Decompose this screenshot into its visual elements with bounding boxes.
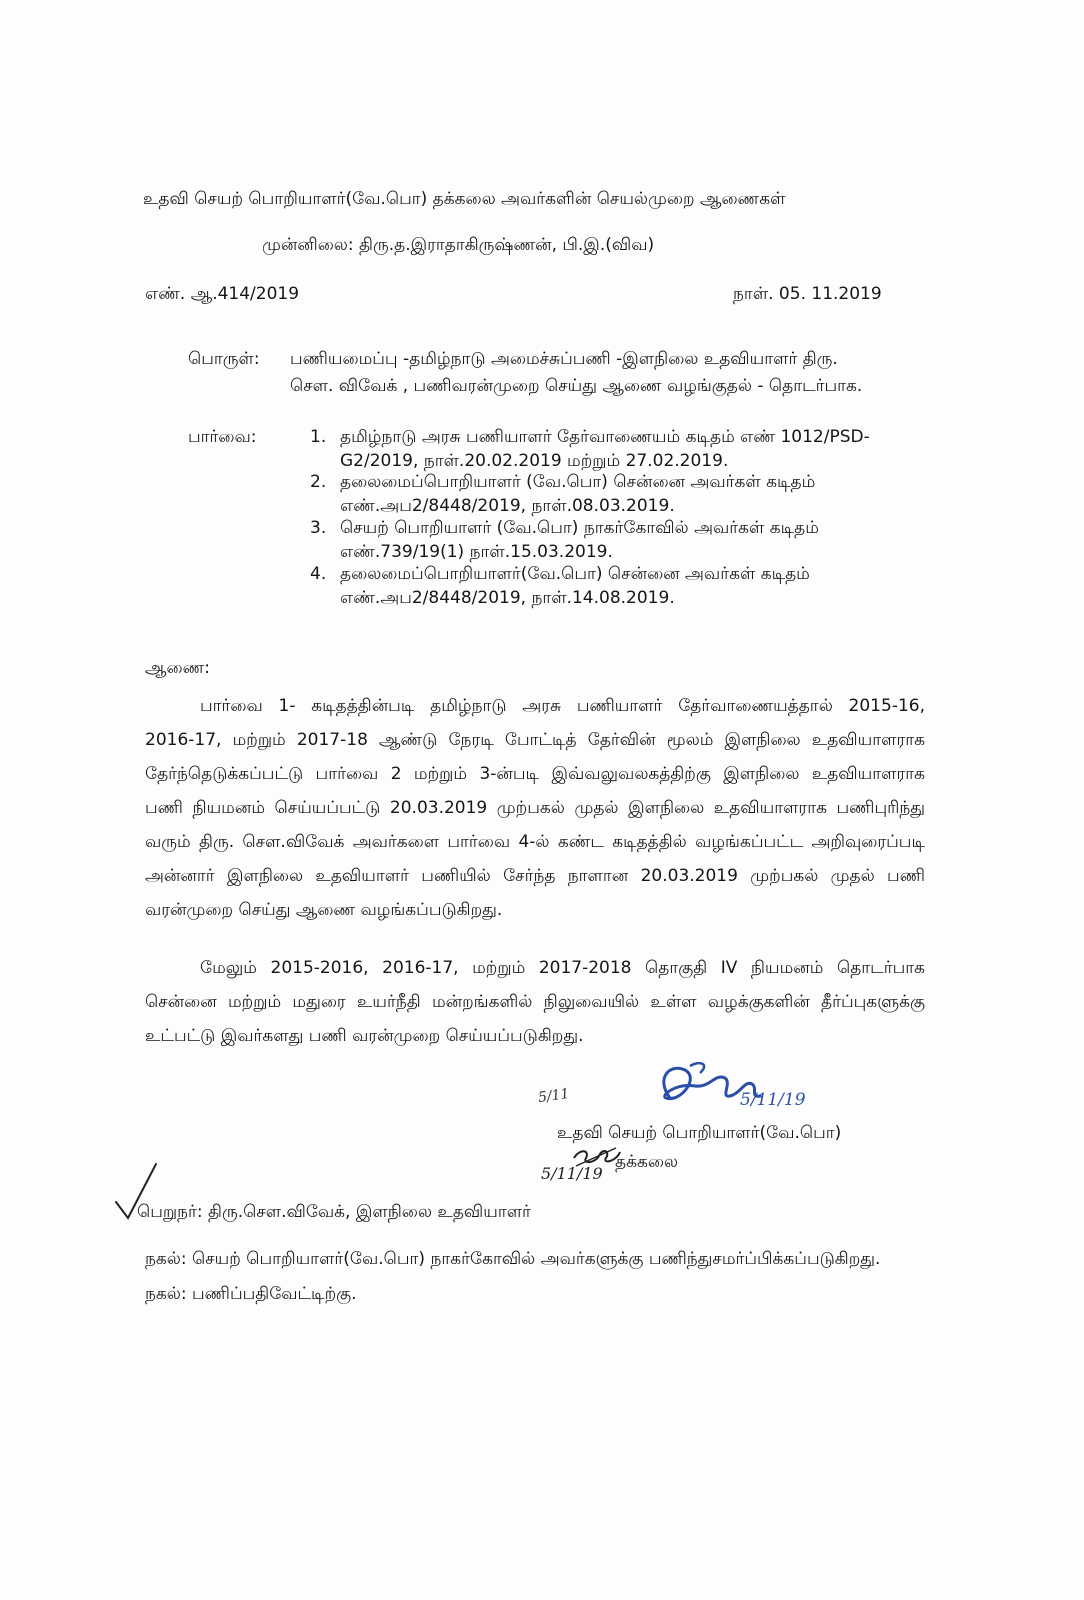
subject-line: பணியமைப்பு -தமிழ்நாடு அமைச்சுப்பணி -இளநிலை உதவியாளர் திரு. [290,349,838,369]
reference-line: எண்.739/19(1) நாள்.15.03.2019. [340,542,613,562]
reference-line: தலைமைப்பொறியாளர்(வே.பொ) சென்னை அவர்கள் கடிதம் [340,564,810,584]
subject-line: செள. விவேக் , பணிவரன்முறை செய்து ஆணை வழங்குதல் - தொடர்பாக. [290,376,863,396]
reference-line: தமிழ்நாடு அரசு பணியாளர் தேர்வாணையம் கடிதம் எண் 1012/PSD- [340,427,870,447]
reference-number-marker: 1. [310,427,327,447]
reference-line: எண்.அப2/8448/2019, நாள்.14.08.2019. [340,588,675,608]
signature-date: 5/11/19 [740,1090,806,1110]
paragraph-line: வரன்முறை செய்து ஆணை வழங்கப்படுகிறது. [145,900,503,920]
signatory-place: தக்கலை [615,1152,679,1172]
reference-number-marker: 4. [310,564,327,584]
references-label: பார்வை: [188,427,257,447]
recipient-line: பெறுநர்: திரு.செள.விவேக், இளநிலை உதவியாளர் [137,1202,531,1222]
paragraph-line: 2016-17, மற்றும் 2017-18 ஆண்டு நேரடி போட்டித் தேர்வின் மூலம் இளநிலை உதவியாளராக [145,730,925,750]
subject-label: பொருள்: [188,349,260,369]
reference-number: எண். ஆ.414/2019 [145,284,300,304]
paragraph-line: தேர்ந்தெடுக்கப்பட்டு பார்வை 2 மற்றும் 3-ன்படி இவ்வலுவலகத்திற்கு இளநிலை உதவியாளராக [145,764,925,784]
reference-line: G2/2019, நாள்.20.02.2019 மற்றும் 27.02.2019. [340,451,729,471]
copy-to-line: நகல்: செயற் பொறியாளர்(வே.பொ) நாகர்கோவில் அவர்களுக்கு பணிந்துசமர்ப்பிக்கப்படுகிறது. [145,1249,881,1269]
document-title: உதவி செயற் பொறியாளர்(வே.பொ) தக்கலை அவர்களின் செயல்முறை ஆணைகள் [143,189,786,209]
document-date: நாள். 05. 11.2019 [733,284,882,304]
paragraph-line: சென்னை மற்றும் மதுரை உயர்நீதி மன்றங்களில் நிலுவையில் உள்ள வழக்குகளின் தீர்ப்புகளுக்கு [145,992,925,1012]
reference-number-marker: 3. [310,518,327,538]
initials-date: 5/11/19 [541,1164,603,1183]
reference-line: செயற் பொறியாளர் (வே.பொ) நாகர்கோவில் அவர்கள் கடிதம் [340,518,819,538]
paragraph-line: வரும் திரு. செள.விவேக் அவர்களை பார்வை 4-ல் கண்ட கடிதத்தில் வழங்கப்பட்ட அறிவுரைப்படி [145,832,925,852]
reference-number-marker: 2. [310,472,327,492]
paragraph-line: பணி நியமனம் செய்யப்பட்டு 20.03.2019 முற்பகல் முதல் இளநிலை உதவியாளராக பணிபுரிந்து [145,798,925,818]
reference-line: தலைமைப்பொறியாளர் (வே.பொ) சென்னை அவர்கள் கடிதம் [340,472,816,492]
copy-to-line: நகல்: பணிப்பதிவேட்டிற்கு. [145,1284,357,1304]
presence-line: முன்னிலை: திரு.த.இராதாகிருஷ்ணன், பி.இ.(விவ) [262,235,655,255]
paragraph-line: பார்வை 1- கடிதத்தின்படி தமிழ்நாடு அரசு பணியாளர் தேர்வாணையத்தால் 2015-16, [200,696,925,716]
reference-line: எண்.அப2/8448/2019, நாள்.08.03.2019. [340,496,675,516]
signatory-designation: உதவி செயற் பொறியாளர்(வே.பொ) [557,1123,842,1143]
handwritten-date: 5/11 [537,1085,571,1107]
paragraph-line: உட்பட்டு இவர்களது பணி வரன்முறை செய்யப்படுகிறது. [145,1026,584,1046]
paragraph-line: மேலும் 2015-2016, 2016-17, மற்றும் 2017-2018 தொகுதி IV நியமனம் தொடர்பாக [200,958,925,978]
paragraph-line: அன்னார் இளநிலை உதவியாளர் பணியில் சேர்ந்த நாளான 20.03.2019 முற்பகல் முதல் பணி [145,866,925,886]
order-label: ஆணை: [145,658,210,678]
